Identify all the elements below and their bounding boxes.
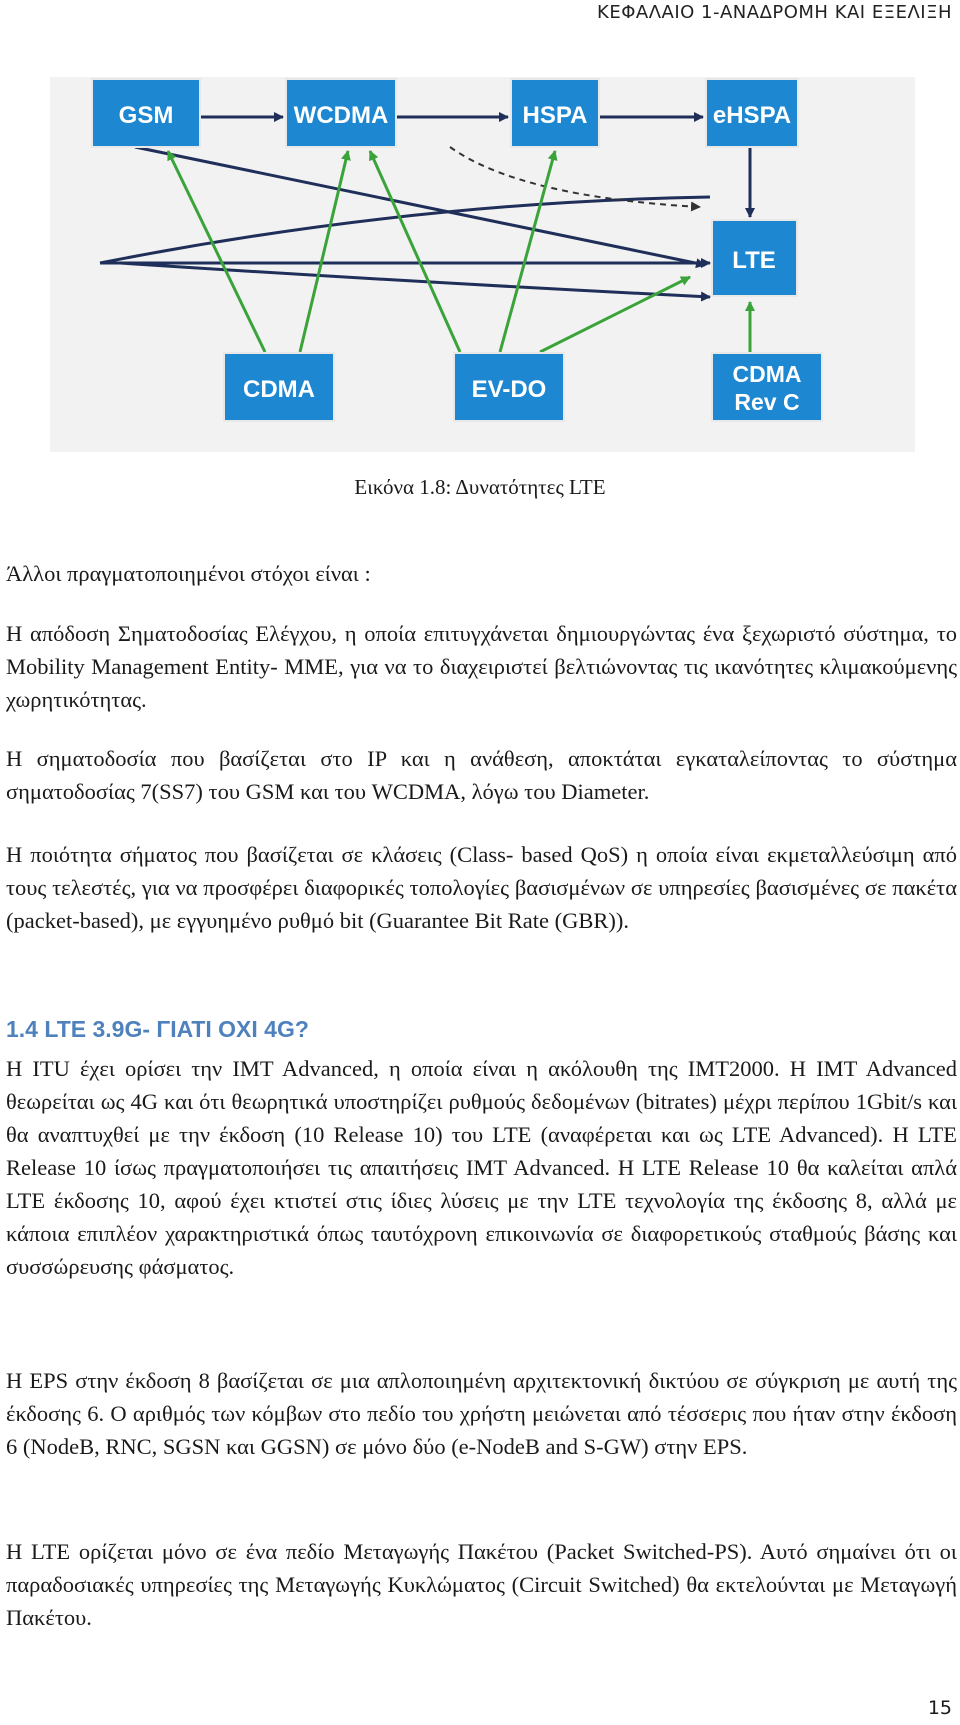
box-cdma-revc-label-1: CDMA [732, 361, 802, 387]
lte-evolution-figure [50, 77, 915, 452]
box-evdo [454, 353, 564, 421]
box-hspa [511, 79, 599, 147]
paragraph-goals-intro: Άλλοι πραγματοποιημένοι στόχοι είναι : [6, 561, 371, 586]
box-lte [712, 220, 797, 296]
box-gsm-label: GSM [118, 102, 174, 129]
paragraph-ip-signaling: Η σηματοδοσία που βασίζεται στο IP και η ανάθεση, αποκτάται εγκαταλείποντας το σύστημα σηματοδοσίας 7(SS7) του GSM και του WCDMA, λόγω του Diameter. [6, 746, 957, 804]
page-number: 15 [927, 1697, 952, 1719]
box-cdma-label: CDMA [243, 376, 315, 403]
paragraph-eps: Η EPS στην έκδοση 8 βασίζεται σε μια απλοποιημένη αρχιτεκτονική δικτύου σε σύγκριση με αυτή της έκδοσης 6. Ο αριθμός των κόμβων στο πεδίο του χρήστη μειώνεται από τέσσερις που ήταν στην έκδοση 6 (NodeB, RNC, SGSN και GGSN) σε μόνο δύο (e-NodeB and S-GW) στην EPS. [6, 1368, 957, 1459]
paragraph-qos: Η ποιότητα σήματος που βασίζεται σε κλάσεις (Class- based QoS) η οποία είναι εκμεταλλεύσιμη από τους τελεστές, για να προσφέρει διαφορικές τοπολογίες βασισμένων σε υπηρεσίες βασισμένες σε πακέτα (packet-based), με εγγυημένο ρυθμό bit (Guarantee Bit Rate (GBR)). [6, 842, 957, 933]
paragraph-imt-advanced: Η ITU έχει ορίσει την IMT Advanced, η οποία είναι η ακόλουθη της IMT2000. Η IMT Advanced θεωρείται ως 4G και ότι θεωρητικά υποστηρίζει ρυθμούς δεδομένων (bitrates) μέχρι περίπου 1Gbit/s και θα αναπτυχθεί με την έκδοση (10 Release 10) του LTE (αναφέρεται και ως LTE Advanced). Η LTE Release 10 ίσως πραγματοποιήσει τις απαιτήσεις IMT Advanced. Η LTE Release 10 θα καλείται απλά LTE έκδοσης 10, αφού έχει κτιστεί στις ίδιες λύσεις με την LTE τεχνολογία της έκδοσης 8, αλλά με κάποια επιπλέον χαρακτηριστικά όπως ταυτόχρονη επικοινωνία σε διαφορετικούς σταθμούς βάσης και συσσώρευσης φάσματος. [6, 1056, 957, 1279]
box-hspa-label: HSPA [522, 102, 588, 129]
box-ehspa [706, 79, 798, 147]
box-wcdma-label: WCDMA [293, 102, 389, 129]
section-heading: 1.4 LTE 3.9G- ΓΙΑΤΙ ΟΧΙ 4G? [6, 1016, 309, 1042]
paragraph-mme: Η απόδοση Σηματοδοσίας Ελέγχου, η οποία επιτυγχάνεται δημιουργώντας ένα ξεχωριστό σύστημα, το Mobility Management Entity- MME, για να το διαχειριστεί βελτιώνοντας τις ικανότητες κλιμακούμενης χωρητικότητας. [6, 621, 957, 712]
box-lte-label: LTE [732, 247, 776, 274]
box-gsm [92, 79, 200, 147]
box-cdma-revc-label-2: Rev C [734, 389, 800, 415]
paragraph-packet-switched: Η LTE ορίζεται μόνο σε ένα πεδίο Μεταγωγής Πακέτου (Packet Switched-PS). Αυτό σημαίνει ότι οι παραδοσιακές υπηρεσίες της Μεταγωγής Κυκλώματος (Circuit Switched) θα εκτελούνται με Μεταγωγή Πακέτου. [6, 1539, 957, 1630]
box-evdo-label: EV-DO [471, 376, 547, 403]
box-cdma [224, 353, 334, 421]
box-ehspa-label: eHSPA [712, 102, 792, 129]
lte-evolution-diagram [50, 77, 915, 452]
running-header: ΚΕΦΑΛΑΙΟ 1-ΑΝΑΔΡΟΜΗ ΚΑΙ ΕΞΕΛΙΞΗ [597, 2, 952, 23]
figure-caption: Εικόνα 1.8: Δυνατότητες LTE [354, 475, 606, 499]
box-wcdma [286, 79, 396, 147]
box-cdma-revc [712, 353, 822, 421]
